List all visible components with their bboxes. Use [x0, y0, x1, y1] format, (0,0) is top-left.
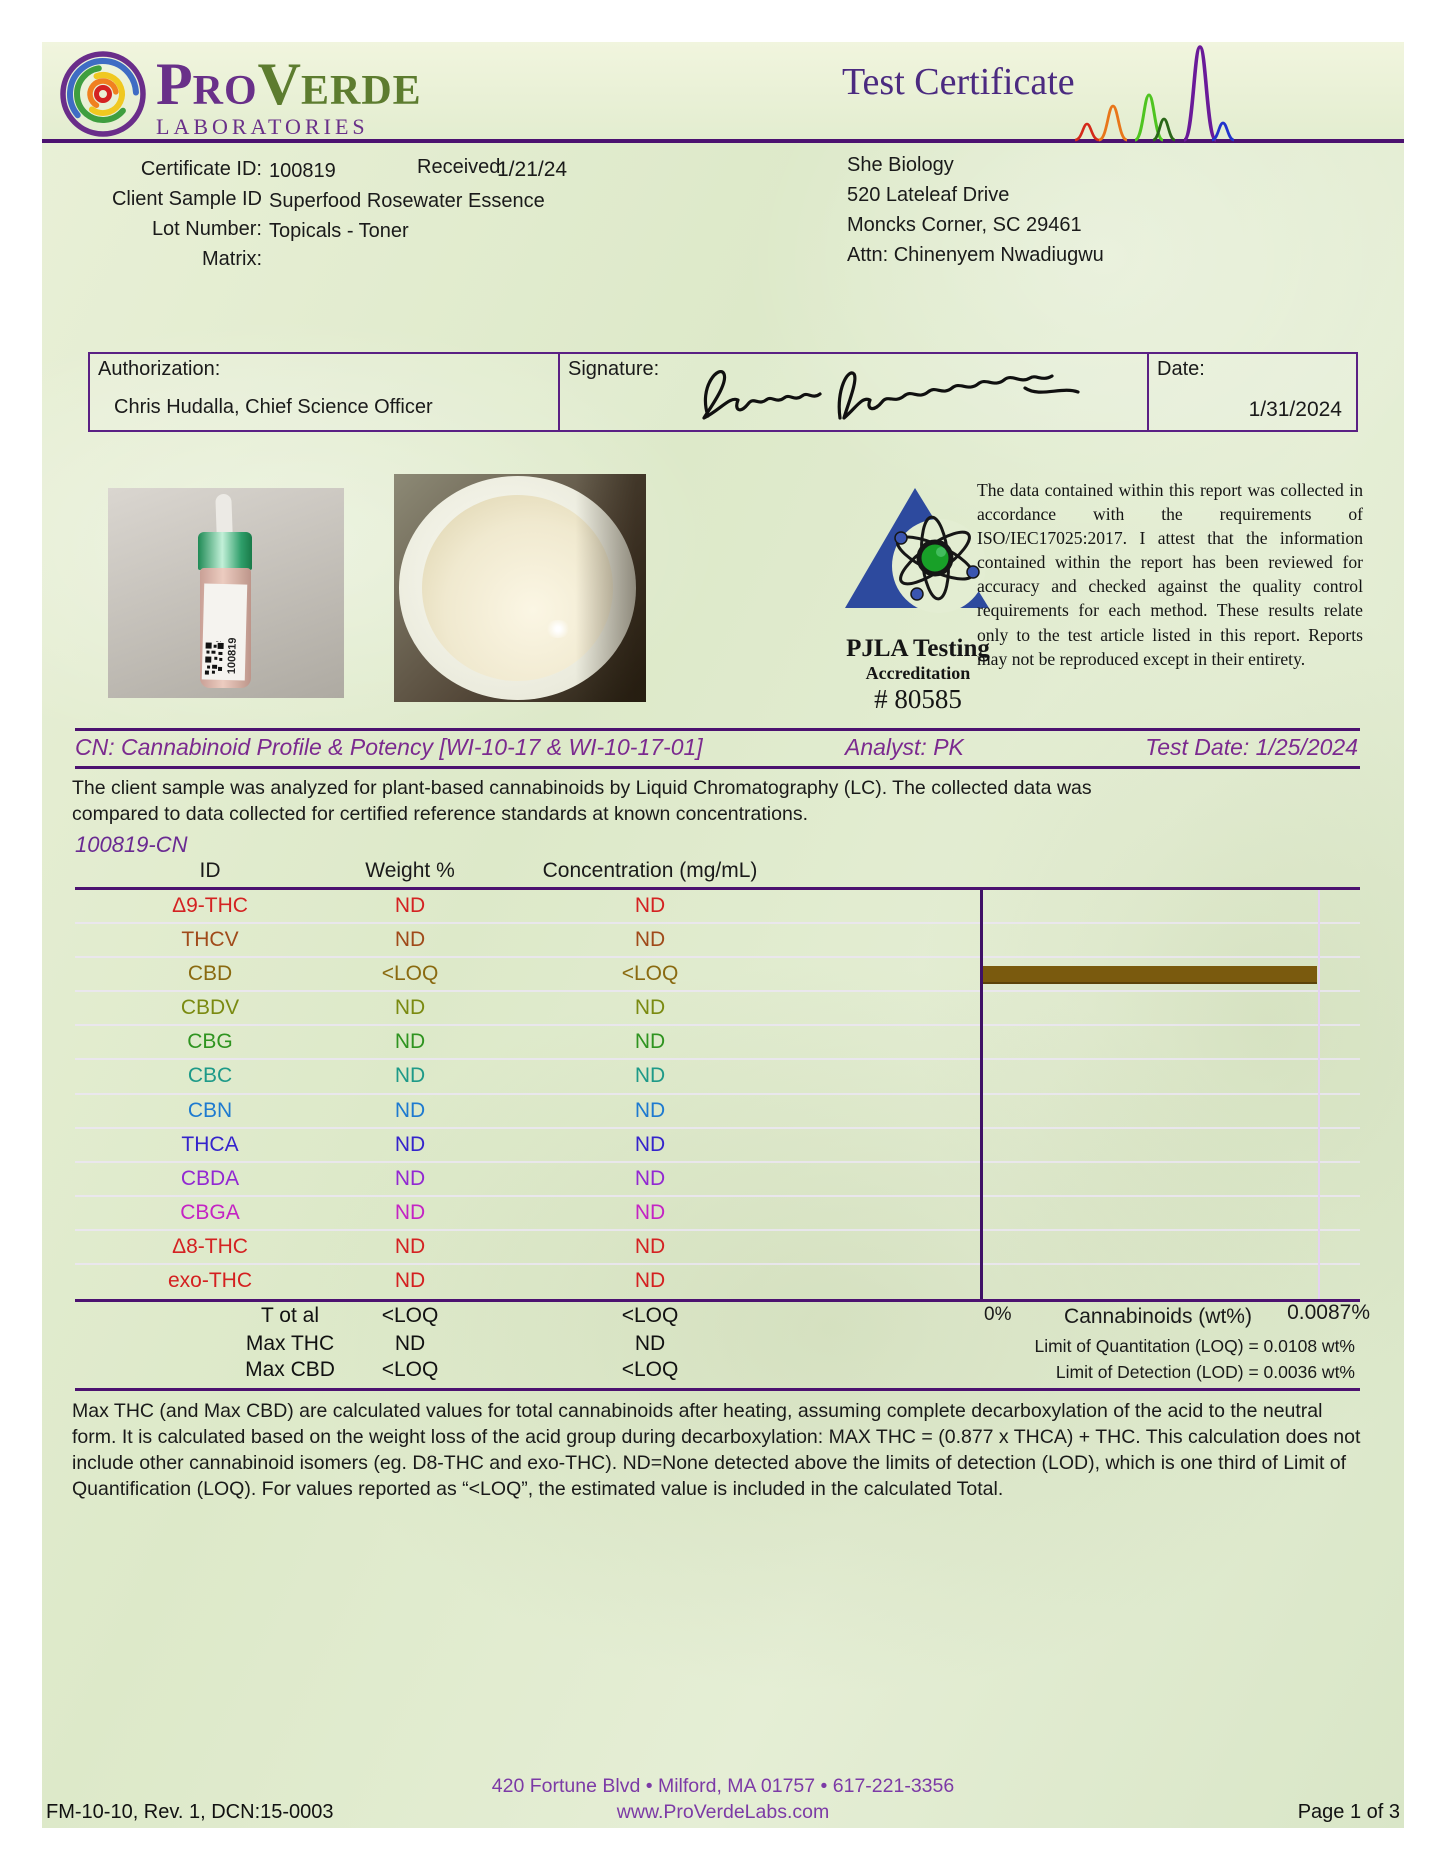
concentration-value: ND — [634, 1166, 666, 1190]
sample-shadow — [394, 474, 646, 702]
analyte-name: THCA — [181, 1132, 239, 1156]
chromatogram-peaks-icon — [1027, 43, 1327, 143]
proverde-logo-icon — [58, 48, 148, 138]
analyte-name: CBGA — [180, 1200, 240, 1224]
table-row — [75, 1095, 1360, 1129]
concentration-value: ND — [634, 1269, 666, 1293]
sample-photo — [394, 474, 646, 702]
concentration-value: ND — [634, 894, 666, 917]
weight-value: ND — [394, 1269, 426, 1293]
concentration-value: ND — [634, 996, 666, 1020]
weight-value: ND — [394, 1132, 426, 1156]
max-cbd-label: Max CBD — [245, 1358, 335, 1381]
iso-statement: The data contained within this report was collected in accordance with the requirements of ISO/IEC17025:2017. I attest that the information contained within the report has been reviewed for accuracy and checked against the quality control requirements for each method. These results relate only to the test article listed in this report. Reports may not be reproduced except in their entirety. — [977, 480, 1363, 669]
section-test-date: Test Date: 1/25/2024 — [1145, 734, 1358, 760]
analyte-name: CBG — [187, 1030, 233, 1054]
analyte-name: CBD — [187, 962, 233, 986]
matrix-label: Matrix: — [202, 248, 262, 270]
max-thc-label: Max THC — [245, 1332, 335, 1355]
analyte-name: THCV — [181, 928, 239, 952]
authorization-name: Chris Hudalla, Chief Science Officer — [114, 396, 433, 418]
header-band — [42, 42, 1404, 143]
client-sample-id-value: Superfood Rosewater Essence — [269, 190, 545, 212]
page-title: Test Certificate — [842, 61, 1075, 103]
authorization-box — [88, 352, 1358, 432]
footer-doc-number: FM-10-10, Rev. 1, DCN:15-0003 — [46, 1801, 334, 1823]
pjla-accreditation-label: Accreditation — [865, 663, 971, 683]
date-cell — [1147, 354, 1356, 430]
concentration-value: ND — [634, 1064, 666, 1088]
date-label: Date: — [1157, 358, 1205, 380]
authorization-label: Authorization: — [98, 358, 221, 380]
client-street: 520 Lateleaf Drive — [847, 184, 1010, 206]
certificate-info — [97, 150, 797, 310]
concentration-value: ND — [634, 1132, 666, 1156]
client-name: She Biology — [847, 154, 954, 176]
signature-image — [680, 356, 1110, 430]
concentration-value: ND — [634, 1234, 666, 1258]
client-city: Moncks Corner, SC 29461 — [847, 214, 1082, 236]
max-cbd-weight: <LOQ — [381, 1358, 439, 1381]
bottle-cap — [198, 532, 252, 570]
proverde-logo — [58, 48, 422, 138]
proverde-logo-text — [156, 51, 422, 139]
logo-erde: ERDE — [301, 68, 422, 114]
pjla-org-name: PJLA Testing — [846, 635, 990, 662]
table-bottom-rule — [75, 1388, 1360, 1391]
table-row — [75, 1129, 1360, 1163]
col-header-id: ID — [199, 859, 221, 882]
certificate-page — [42, 42, 1404, 1828]
chart-zero-label: 0% — [984, 1304, 1012, 1325]
weight-value: ND — [394, 1166, 426, 1190]
cbd-bar — [983, 966, 1317, 984]
weight-value: ND — [394, 894, 426, 917]
bottle-label-id: 100819 — [225, 637, 239, 675]
results-rows — [75, 890, 1360, 1299]
chart-axis-line — [980, 890, 983, 1299]
chart-loq-note: Limit of Quantitation (LOQ) = 0.0108 wt% — [1034, 1336, 1355, 1356]
sample-id: 100819-CN — [75, 832, 188, 857]
received-label: Received: — [417, 156, 506, 178]
bottle-dropper — [215, 494, 232, 537]
analyte-name: CBC — [187, 1064, 233, 1088]
col-header-weight: Weight % — [365, 859, 455, 882]
method-description: The client sample was analyzed for plant-based cannabinoids by Liquid Chromatography (LC). The collected data was compared to data collected for certified reference standards at known concentrations. — [72, 777, 1092, 825]
certificate-id-label: Certificate ID: — [140, 158, 262, 180]
qr-code-icon — [204, 641, 225, 676]
analyte-name: exo-THC — [167, 1269, 253, 1293]
pjla-accreditation — [838, 486, 998, 715]
weight-value: <LOQ — [381, 962, 439, 986]
section-title: CN: Cannabinoid Profile & Potency [WI-10-17 & WI-10-17-01] — [75, 734, 703, 760]
chart-max-label: 0.0087% — [1287, 1301, 1370, 1324]
analyte-name: CBDA — [180, 1166, 240, 1190]
total-label: T ot al — [261, 1304, 319, 1327]
max-cbd-concentration: <LOQ — [621, 1358, 679, 1381]
weight-value: ND — [394, 1064, 426, 1088]
pjla-accreditation-number: # 80585 — [874, 684, 962, 714]
date-value: 1/31/2024 — [1248, 398, 1342, 421]
analyte-name: CBN — [187, 1098, 233, 1122]
table-row — [75, 1265, 1360, 1299]
weight-value: ND — [394, 1200, 426, 1224]
signature-label: Signature: — [568, 358, 660, 380]
concentration-value: ND — [634, 928, 666, 952]
table-row — [75, 1060, 1360, 1094]
weight-value: ND — [394, 1098, 426, 1122]
weight-value: ND — [394, 996, 426, 1020]
table-row — [75, 1026, 1360, 1060]
lot-number-label: Lot Number: — [151, 218, 262, 240]
logo-ro: RO — [192, 68, 258, 114]
analyte-name: Δ8-THC — [172, 1234, 248, 1258]
section-top-rule — [75, 728, 1360, 731]
client-sample-id-label: Client Sample ID — [111, 188, 262, 210]
concentration-value: <LOQ — [621, 962, 679, 986]
client-attn: Attn: Chinenyem Nwadiugwu — [847, 244, 1104, 266]
analyte-name: Δ9-THC — [172, 894, 248, 917]
concentration-value: ND — [634, 1200, 666, 1224]
table-row — [75, 1197, 1360, 1231]
lot-number-value: Topicals - Toner — [269, 220, 409, 242]
total-concentration: <LOQ — [621, 1304, 679, 1327]
table-row — [75, 1163, 1360, 1197]
table-row — [75, 890, 1360, 924]
certificate-id-value: 100819 — [269, 160, 336, 182]
footer-page-number: Page 1 of 3 — [1297, 1801, 1400, 1823]
authorization-cell — [90, 354, 558, 430]
max-thc-concentration: ND — [634, 1332, 666, 1355]
footer-address: 420 Fortune Blvd • Milford, MA 01757 • 617-221-3356 — [491, 1775, 955, 1797]
max-thc-weight: ND — [394, 1332, 426, 1355]
chart-axis-label: Cannabinoids (wt%) — [1064, 1305, 1252, 1328]
weight-value: ND — [394, 1030, 426, 1054]
concentration-value: ND — [634, 1030, 666, 1054]
logo-letter-v: V — [257, 51, 301, 117]
table-row — [75, 992, 1360, 1026]
table-row — [75, 924, 1360, 958]
logo-letter-p: P — [156, 51, 193, 117]
section-analyst: Analyst: PK — [845, 734, 964, 760]
calculation-note: Max THC (and Max CBD) are calculated values for total cannabinoids after heating, assuming complete decarboxylation of the acid to the neutral form. It is calculated based on the weight loss of the acid group during decarboxylation: MAX THC = (0.877 x THCA) + THC. This calculation does not include other cannabinoid isomers (eg. D8-THC and exo-THC). ND=None detected above the limits of detection (LOD), which is one third of Limit of Quantification (LOQ). For values reported as “<LOQ”, the estimated value is included in the calculated Total. — [72, 1400, 1361, 1501]
logo-laboratories: LABORATORIES — [156, 114, 369, 139]
chart-max-line — [1318, 890, 1320, 1299]
weight-value: ND — [394, 928, 426, 952]
analyte-name: CBDV — [180, 996, 240, 1020]
footer-website: www.ProVerdeLabs.com — [616, 1801, 830, 1823]
received-value: 1/21/24 — [497, 158, 568, 181]
section-bottom-rule — [75, 766, 1360, 769]
client-address-block — [847, 150, 1104, 270]
chart-lod-note: Limit of Detection (LOD) = 0.0036 wt% — [1055, 1362, 1355, 1382]
signature-cell — [558, 354, 1147, 430]
pjla-logo-icon — [843, 486, 993, 628]
concentration-value: ND — [634, 1098, 666, 1122]
bottle-photo — [108, 488, 344, 698]
weight-value: ND — [394, 1234, 426, 1258]
bottle-label — [202, 583, 247, 680]
totals-top-rule — [75, 1299, 1360, 1302]
bottle-body — [200, 568, 251, 688]
table-row — [75, 1231, 1360, 1265]
total-weight: <LOQ — [381, 1304, 439, 1327]
col-header-concentration: Concentration (mg/mL) — [542, 859, 758, 882]
